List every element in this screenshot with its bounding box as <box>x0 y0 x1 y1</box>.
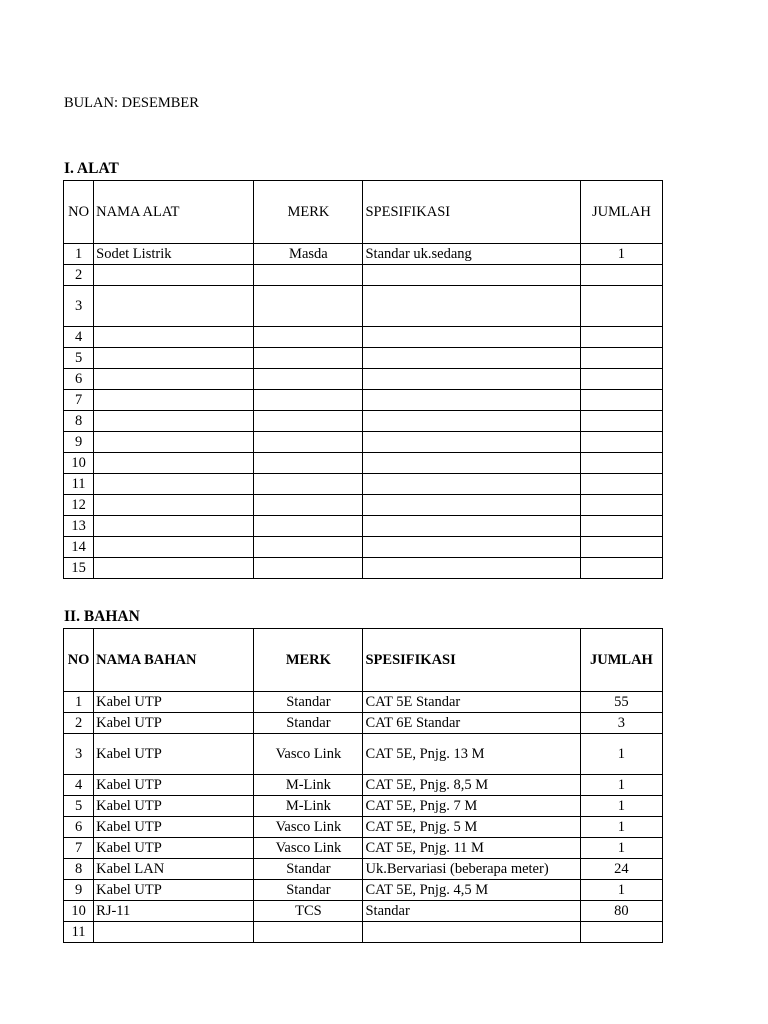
cell-no: 1 <box>64 692 94 713</box>
cell-no: 3 <box>64 286 94 327</box>
cell-qty <box>580 411 662 432</box>
cell-spec: CAT 6E Standar <box>363 713 580 734</box>
cell-spec <box>363 390 580 411</box>
cell-no: 8 <box>64 859 94 880</box>
cell-name <box>94 537 254 558</box>
cell-spec: CAT 5E, Pnjg. 4,5 M <box>363 880 580 901</box>
cell-qty <box>580 516 662 537</box>
table-row <box>64 734 663 775</box>
cell-merk: Vasco Link <box>254 817 363 838</box>
cell-merk <box>254 453 363 474</box>
cell-no: 9 <box>64 880 94 901</box>
cell-merk: Standar <box>254 713 363 734</box>
cell-spec: Standar <box>363 901 580 922</box>
table-row <box>64 558 663 579</box>
cell-spec <box>363 922 580 943</box>
cell-name <box>94 922 254 943</box>
cell-no: 6 <box>64 369 94 390</box>
cell-qty <box>580 537 662 558</box>
table-row <box>64 495 663 516</box>
cell-qty <box>580 474 662 495</box>
table-row <box>64 390 663 411</box>
cell-merk: M-Link <box>254 775 363 796</box>
cell-qty <box>580 265 662 286</box>
cell-qty: 3 <box>580 713 662 734</box>
cell-name: Kabel UTP <box>94 817 254 838</box>
cell-spec <box>363 537 580 558</box>
cell-name <box>94 390 254 411</box>
table-row <box>64 796 663 817</box>
section-title-alat: I. ALAT <box>64 160 119 177</box>
cell-spec: Uk.Bervariasi (beberapa meter) <box>363 859 580 880</box>
cell-name: Kabel UTP <box>94 838 254 859</box>
header-qty: JUMLAH <box>580 629 662 692</box>
cell-name: Kabel UTP <box>94 713 254 734</box>
cell-spec: CAT 5E, Pnjg. 11 M <box>363 838 580 859</box>
cell-no: 1 <box>64 244 94 265</box>
cell-merk: Standar <box>254 692 363 713</box>
cell-spec <box>363 453 580 474</box>
cell-no: 4 <box>64 775 94 796</box>
table-row <box>64 901 663 922</box>
header-spec: SPESIFIKASI <box>363 629 580 692</box>
cell-name <box>94 348 254 369</box>
cell-no: 2 <box>64 713 94 734</box>
cell-no: 5 <box>64 348 94 369</box>
cell-name <box>94 286 254 327</box>
table-bahan <box>63 628 663 943</box>
cell-merk: M-Link <box>254 796 363 817</box>
cell-merk <box>254 516 363 537</box>
cell-spec: Standar uk.sedang <box>363 244 580 265</box>
table-row <box>64 775 663 796</box>
section-title-bahan: II. BAHAN <box>64 608 140 625</box>
cell-spec: CAT 5E, Pnjg. 7 M <box>363 796 580 817</box>
cell-no: 14 <box>64 537 94 558</box>
cell-qty <box>580 390 662 411</box>
table-row <box>64 286 663 327</box>
cell-spec <box>363 265 580 286</box>
cell-no: 11 <box>64 474 94 495</box>
cell-name: Kabel UTP <box>94 734 254 775</box>
cell-no: 11 <box>64 922 94 943</box>
cell-no: 5 <box>64 796 94 817</box>
cell-no: 13 <box>64 516 94 537</box>
cell-no: 12 <box>64 495 94 516</box>
cell-no: 10 <box>64 901 94 922</box>
cell-no: 3 <box>64 734 94 775</box>
cell-merk <box>254 369 363 390</box>
table-row <box>64 817 663 838</box>
cell-merk: TCS <box>254 901 363 922</box>
cell-name <box>94 432 254 453</box>
header-name: NAMA BAHAN <box>94 629 254 692</box>
cell-qty <box>580 558 662 579</box>
table-row <box>64 244 663 265</box>
cell-no: 4 <box>64 327 94 348</box>
header-name: NAMA ALAT <box>94 181 254 244</box>
cell-spec <box>363 369 580 390</box>
cell-name: Kabel UTP <box>94 796 254 817</box>
cell-merk: Masda <box>254 244 363 265</box>
cell-merk <box>254 411 363 432</box>
cell-name <box>94 516 254 537</box>
cell-no: 9 <box>64 432 94 453</box>
table-row <box>64 474 663 495</box>
cell-merk: Standar <box>254 859 363 880</box>
cell-no: 2 <box>64 265 94 286</box>
cell-spec <box>363 286 580 327</box>
cell-qty: 80 <box>580 901 662 922</box>
cell-qty <box>580 922 662 943</box>
table-row <box>64 859 663 880</box>
header-merk: MERK <box>254 181 363 244</box>
cell-qty <box>580 348 662 369</box>
cell-spec <box>363 327 580 348</box>
table-row <box>64 453 663 474</box>
cell-spec <box>363 348 580 369</box>
table-row <box>64 265 663 286</box>
cell-no: 8 <box>64 411 94 432</box>
cell-spec: CAT 5E Standar <box>363 692 580 713</box>
cell-merk <box>254 474 363 495</box>
table-row <box>64 880 663 901</box>
cell-qty <box>580 453 662 474</box>
cell-qty: 55 <box>580 692 662 713</box>
cell-name <box>94 411 254 432</box>
table-row <box>64 838 663 859</box>
table-header-row <box>64 629 663 692</box>
cell-no: 6 <box>64 817 94 838</box>
cell-name <box>94 495 254 516</box>
header-no: NO <box>64 181 94 244</box>
cell-no: 7 <box>64 390 94 411</box>
cell-spec <box>363 474 580 495</box>
table-row <box>64 432 663 453</box>
cell-name: Kabel LAN <box>94 859 254 880</box>
table-header-row <box>64 181 663 244</box>
cell-merk <box>254 558 363 579</box>
table-row <box>64 327 663 348</box>
cell-qty <box>580 286 662 327</box>
cell-qty: 1 <box>580 838 662 859</box>
cell-merk: Standar <box>254 880 363 901</box>
cell-name: Kabel UTP <box>94 880 254 901</box>
table-row <box>64 713 663 734</box>
cell-qty <box>580 327 662 348</box>
cell-merk <box>254 286 363 327</box>
cell-no: 10 <box>64 453 94 474</box>
table-row <box>64 537 663 558</box>
table-row <box>64 369 663 390</box>
cell-qty: 1 <box>580 817 662 838</box>
cell-name: Sodet Listrik <box>94 244 254 265</box>
header-no: NO <box>64 629 94 692</box>
cell-name <box>94 558 254 579</box>
cell-spec: CAT 5E, Pnjg. 5 M <box>363 817 580 838</box>
cell-qty <box>580 369 662 390</box>
cell-spec <box>363 516 580 537</box>
cell-merk <box>254 922 363 943</box>
header-qty: JUMLAH <box>580 181 662 244</box>
cell-qty: 1 <box>580 244 662 265</box>
cell-merk <box>254 327 363 348</box>
cell-no: 15 <box>64 558 94 579</box>
cell-spec <box>363 495 580 516</box>
cell-merk <box>254 348 363 369</box>
cell-name <box>94 474 254 495</box>
table-row <box>64 692 663 713</box>
cell-qty: 24 <box>580 859 662 880</box>
cell-name <box>94 453 254 474</box>
cell-spec: CAT 5E, Pnjg. 13 M <box>363 734 580 775</box>
cell-merk: Vasco Link <box>254 838 363 859</box>
cell-merk <box>254 265 363 286</box>
cell-spec: CAT 5E, Pnjg. 8,5 M <box>363 775 580 796</box>
table-row <box>64 348 663 369</box>
cell-qty: 1 <box>580 775 662 796</box>
table-row <box>64 516 663 537</box>
month-label: BULAN: DESEMBER <box>64 95 199 111</box>
cell-merk: Vasco Link <box>254 734 363 775</box>
cell-name <box>94 265 254 286</box>
cell-name <box>94 369 254 390</box>
header-spec: SPESIFIKASI <box>363 181 580 244</box>
cell-name: Kabel UTP <box>94 775 254 796</box>
cell-merk <box>254 432 363 453</box>
cell-spec <box>363 558 580 579</box>
table-row <box>64 922 663 943</box>
table-alat <box>63 180 663 579</box>
cell-merk <box>254 537 363 558</box>
cell-spec <box>363 411 580 432</box>
table-row <box>64 411 663 432</box>
cell-qty <box>580 495 662 516</box>
cell-name: Kabel UTP <box>94 692 254 713</box>
cell-no: 7 <box>64 838 94 859</box>
cell-merk <box>254 495 363 516</box>
cell-spec <box>363 432 580 453</box>
cell-qty: 1 <box>580 734 662 775</box>
cell-merk <box>254 390 363 411</box>
cell-name <box>94 327 254 348</box>
cell-name: RJ-11 <box>94 901 254 922</box>
header-merk: MERK <box>254 629 363 692</box>
cell-qty: 1 <box>580 796 662 817</box>
cell-qty: 1 <box>580 880 662 901</box>
cell-qty <box>580 432 662 453</box>
